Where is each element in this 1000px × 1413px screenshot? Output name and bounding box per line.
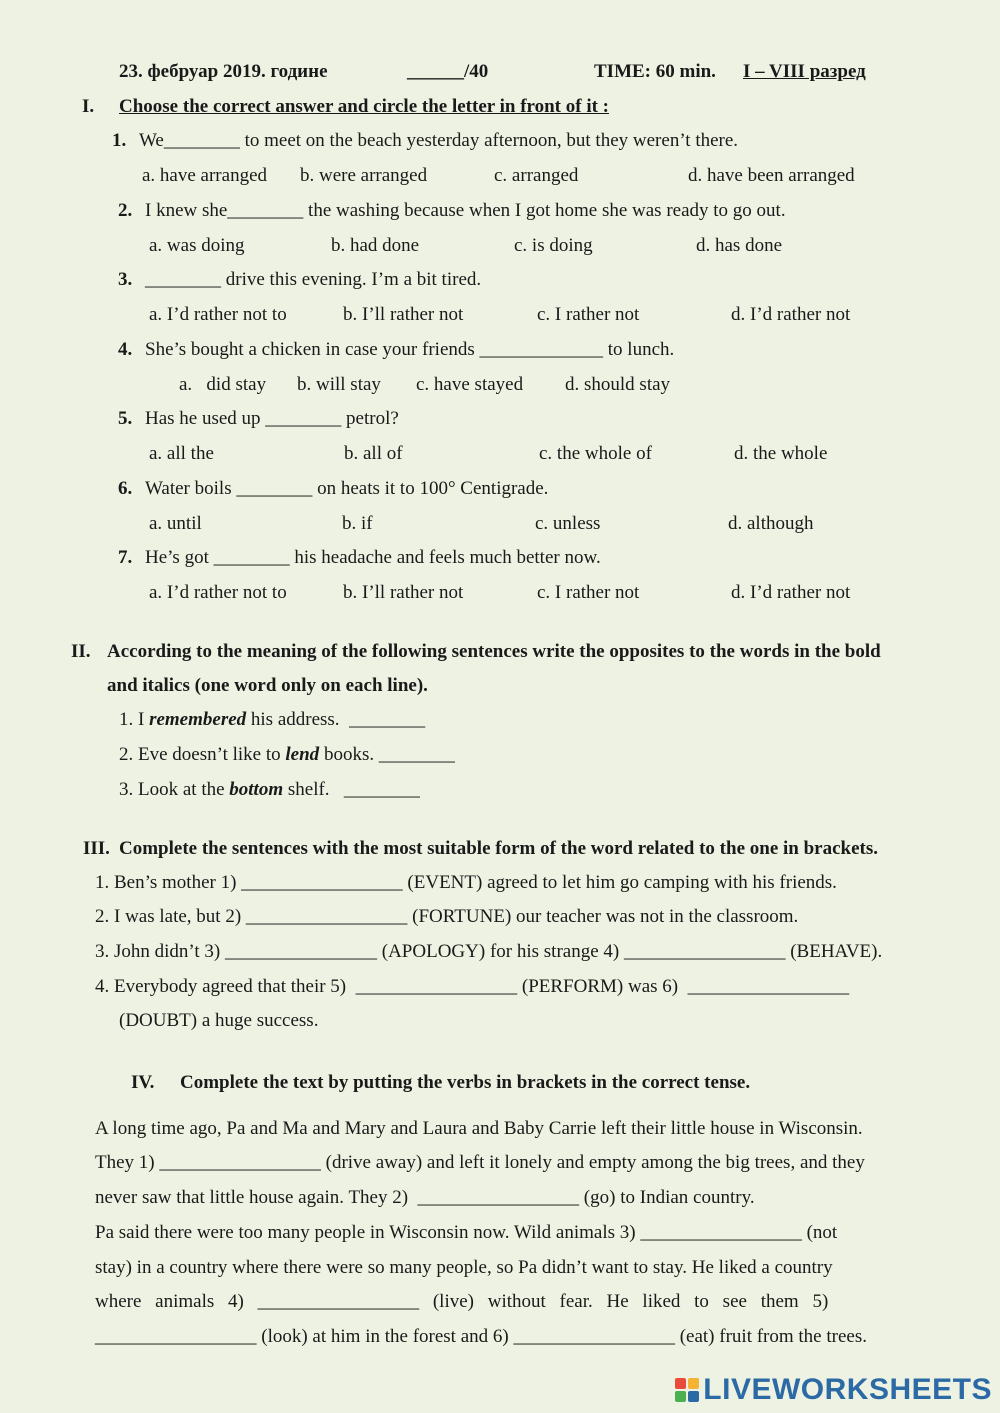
option-3c[interactable]: c. I rather not bbox=[537, 304, 640, 325]
question-text: Has he used up ________ petrol? bbox=[145, 408, 399, 429]
text-line-5: stay) in a country where there were so many people, so Pa didn’t want to stay. He liked a country bbox=[95, 1257, 833, 1278]
question-2 bbox=[118, 200, 786, 222]
question-number: 4. bbox=[118, 339, 133, 360]
test-date: 23. фебруар 2019. године bbox=[119, 61, 328, 82]
option-7d[interactable]: d. I’d rather not bbox=[731, 582, 851, 603]
question-3 bbox=[118, 269, 481, 291]
target-word: bottom bbox=[229, 779, 284, 800]
question-text: I knew she________ the washing because when I got home she was ready to go out. bbox=[145, 200, 786, 221]
question-number: 2. bbox=[118, 200, 133, 221]
question-number: 1. bbox=[112, 130, 127, 151]
option-2b[interactable]: b. had done bbox=[331, 235, 420, 256]
question-number: 6. bbox=[118, 478, 133, 499]
option-2a[interactable]: a. was doing bbox=[149, 235, 245, 256]
section3-title: Complete the sentences with the most suitable form of the word related to the one in brackets. bbox=[119, 838, 879, 859]
question-text: She’s bought a chicken in case your friends _____________ to lunch. bbox=[145, 339, 675, 360]
question-6 bbox=[118, 478, 548, 500]
question-7 bbox=[118, 547, 601, 569]
answer-blank[interactable]: ________ bbox=[378, 744, 455, 765]
target-word: lend bbox=[285, 744, 320, 765]
time-limit: TIME: 60 min. bbox=[594, 61, 716, 82]
section1-numeral: I. bbox=[82, 96, 95, 117]
section1-title: Choose the correct answer and circle the letter in front of it : bbox=[119, 96, 610, 117]
option-3b[interactable]: b. I’ll rather not bbox=[343, 304, 464, 325]
item-text: shelf. bbox=[283, 779, 344, 800]
question-4 bbox=[118, 339, 674, 361]
section2-numeral: II. bbox=[71, 641, 91, 662]
text-line-1: A long time ago, Pa and Ma and Mary and Laura and Baby Carrie left their little house in Wisconsin. bbox=[95, 1118, 863, 1139]
item-text: books. bbox=[319, 744, 379, 765]
grade-label: I – VIII разред bbox=[743, 61, 866, 82]
option-4c[interactable]: c. have stayed bbox=[416, 374, 524, 395]
section4-title: Complete the text by putting the verbs in brackets in the correct tense. bbox=[180, 1072, 751, 1093]
option-2c[interactable]: c. is doing bbox=[514, 235, 593, 256]
target-word: remembered bbox=[149, 709, 247, 730]
item-text: 2. Eve doesn’t like to bbox=[119, 744, 286, 765]
item-text: his address. bbox=[246, 709, 350, 730]
text-line-4[interactable]: Pa said there were too many people in Wisconsin now. Wild animals 3) _________________ (not bbox=[95, 1222, 838, 1243]
question-5 bbox=[118, 408, 399, 430]
option-4d[interactable]: d. should stay bbox=[565, 374, 671, 395]
option-7b[interactable]: b. I’ll rather not bbox=[343, 582, 464, 603]
section2-title-line2: and italics (one word only on each line). bbox=[107, 675, 428, 696]
logo-mark-icon bbox=[675, 1378, 699, 1402]
question-text: Water boils ________ on heats it to 100° Centigrade. bbox=[145, 478, 549, 499]
item-text: 1. I bbox=[119, 709, 150, 730]
question-1 bbox=[112, 130, 738, 152]
option-4b[interactable]: b. will stay bbox=[297, 374, 381, 395]
option-7c[interactable]: c. I rather not bbox=[537, 582, 640, 603]
text-line-7[interactable]: _________________ (look) at him in the forest and 6) _________________ (eat) fruit from the trees. bbox=[95, 1326, 867, 1347]
question-number: 7. bbox=[118, 547, 133, 568]
option-3d[interactable]: d. I’d rather not bbox=[731, 304, 851, 325]
section4-numeral: IV. bbox=[131, 1072, 155, 1093]
option-5b[interactable]: b. all of bbox=[344, 443, 403, 464]
liveworksheets-logo bbox=[675, 1373, 992, 1407]
question-text: He’s got ________ his headache and feels much better now. bbox=[145, 547, 601, 568]
question-number: 5. bbox=[118, 408, 133, 429]
text-line-6[interactable]: where animals 4) _________________ (live) without fear. He liked to see them 5) bbox=[95, 1291, 829, 1312]
text-line-2[interactable]: They 1) _________________ (drive away) and left it lonely and empty among the big trees, and they bbox=[95, 1152, 865, 1173]
option-6b[interactable]: b. if bbox=[342, 513, 373, 534]
option-5c[interactable]: c. the whole of bbox=[539, 443, 652, 464]
word-form-line-2[interactable]: 2. I was late, but 2) _________________ (FORTUNE) our teacher was not in the classroom. bbox=[95, 906, 799, 927]
option-5a[interactable]: a. all the bbox=[149, 443, 214, 464]
option-6d[interactable]: d. although bbox=[728, 513, 814, 534]
score-field: ______/40 bbox=[407, 61, 489, 82]
option-1a[interactable]: a. have arranged bbox=[142, 165, 268, 186]
opposite-item-2 bbox=[119, 744, 455, 766]
option-2d[interactable]: d. has done bbox=[696, 235, 783, 256]
option-1b[interactable]: b. were arranged bbox=[300, 165, 428, 186]
option-6c[interactable]: c. unless bbox=[535, 513, 601, 534]
text-line-3[interactable]: never saw that little house again. They 2) _________________ (go) to Indian country. bbox=[95, 1187, 755, 1208]
section2-title-line1: According to the meaning of the following sentences write the opposites to the words in the bold bbox=[107, 641, 881, 662]
option-4a[interactable]: a. did stay bbox=[179, 374, 267, 395]
question-text: We________ to meet on the beach yesterday afternoon, but they weren’t there. bbox=[139, 130, 739, 151]
opposite-item-3 bbox=[119, 779, 420, 801]
section3-numeral: III. bbox=[83, 838, 110, 859]
answer-blank[interactable]: ________ bbox=[343, 779, 420, 800]
opposite-item-1 bbox=[119, 709, 425, 731]
word-form-line-4[interactable]: 4. Everybody agreed that their 5) _________________ (PERFORM) was 6) _________________ bbox=[95, 976, 850, 997]
option-3a[interactable]: a. I’d rather not to bbox=[149, 304, 287, 325]
option-1d[interactable]: d. have been arranged bbox=[688, 165, 855, 186]
option-7a[interactable]: a. I’d rather not to bbox=[149, 582, 287, 603]
question-text: ________ drive this evening. I’m a bit tired. bbox=[145, 269, 482, 290]
question-number: 3. bbox=[118, 269, 133, 290]
option-6a[interactable]: a. until bbox=[149, 513, 202, 534]
option-5d[interactable]: d. the whole bbox=[734, 443, 828, 464]
option-1c[interactable]: c. arranged bbox=[494, 165, 579, 186]
word-form-line-5: (DOUBT) a huge success. bbox=[119, 1010, 319, 1031]
item-text: 3. Look at the bbox=[119, 779, 230, 800]
word-form-line-3[interactable]: 3. John didn’t 3) ________________ (APOLOGY) for his strange 4) _________________ (BEHAVE). bbox=[95, 941, 883, 962]
logo-text: LIVEWORKSHEETS bbox=[703, 1373, 992, 1406]
answer-blank[interactable]: ________ bbox=[349, 709, 426, 730]
word-form-line-1[interactable]: 1. Ben’s mother 1) _________________ (EVENT) agreed to let him go camping with his friends. bbox=[95, 872, 837, 893]
